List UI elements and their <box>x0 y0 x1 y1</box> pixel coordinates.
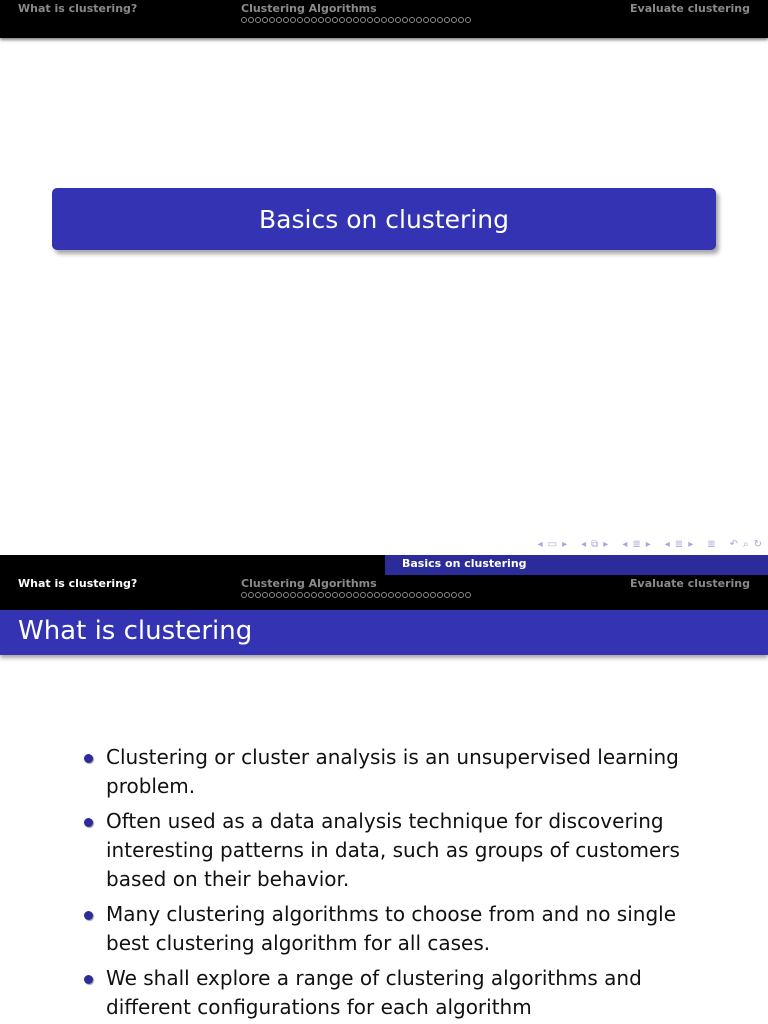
progress-dot[interactable] <box>332 592 338 598</box>
progress-dot[interactable] <box>262 17 268 23</box>
progress-dot[interactable] <box>395 592 401 598</box>
progress-dot[interactable] <box>367 17 373 23</box>
progress-dot[interactable] <box>423 17 429 23</box>
progress-dot[interactable] <box>374 592 380 598</box>
list-item <box>84 743 724 801</box>
progress-dot[interactable] <box>283 17 289 23</box>
progress-dot[interactable] <box>248 592 254 598</box>
frame-title-bar <box>0 610 768 655</box>
bullet-icon <box>84 975 93 984</box>
progress-dot[interactable] <box>332 17 338 23</box>
section-next-icon-2[interactable]: ▸ <box>688 538 694 550</box>
progress-dot[interactable] <box>297 17 303 23</box>
progress-dot[interactable] <box>290 17 296 23</box>
back-forward-icon[interactable]: ↶ <box>729 538 738 550</box>
bullet-text: Many clustering algorithms to choose from and no single best clustering algorithm for all cases. <box>106 902 677 955</box>
bullet-icon <box>84 818 93 827</box>
progress-dot[interactable] <box>311 17 317 23</box>
frame-next-icon[interactable]: ▸ <box>562 538 568 550</box>
progress-dot[interactable] <box>402 17 408 23</box>
progress-dot[interactable] <box>304 592 310 598</box>
list-item <box>84 807 724 894</box>
section-bar-label: Basics on clustering <box>402 557 527 570</box>
section-bar-left <box>0 555 385 575</box>
progress-dot[interactable] <box>381 592 387 598</box>
progress-dot[interactable] <box>423 592 429 598</box>
redo-icon[interactable]: ↻ <box>753 538 762 550</box>
progress-dot[interactable] <box>311 592 317 598</box>
progress-dot[interactable] <box>353 592 359 598</box>
progress-dot[interactable] <box>416 17 422 23</box>
progress-dot[interactable] <box>402 592 408 598</box>
section-icon[interactable]: ≣ <box>632 538 641 550</box>
progress-dot[interactable] <box>276 17 282 23</box>
progress-dot[interactable] <box>346 17 352 23</box>
progress-dot[interactable] <box>388 592 394 598</box>
progress-dot[interactable] <box>276 592 282 598</box>
section-icon-2[interactable]: ≣ <box>674 538 684 550</box>
progress-dot[interactable] <box>444 17 450 23</box>
frame-prev-icon[interactable]: ◂ <box>537 538 543 550</box>
progress-dot[interactable] <box>248 17 254 23</box>
navigation-symbols <box>538 537 762 551</box>
progress-dot[interactable] <box>374 17 380 23</box>
subsection-next-icon[interactable]: ▸ <box>603 538 609 550</box>
progress-dot[interactable] <box>381 17 387 23</box>
progress-dot[interactable] <box>416 592 422 598</box>
progress-dot[interactable] <box>346 592 352 598</box>
progress-dot[interactable] <box>409 592 415 598</box>
frame-title: What is clustering <box>18 616 253 646</box>
progress-dot[interactable] <box>318 592 324 598</box>
section-next-icon[interactable]: ▸ <box>645 538 651 550</box>
headline-nav <box>0 575 768 610</box>
progress-dots <box>241 592 471 598</box>
section-title: Basics on clustering <box>259 204 509 234</box>
section-title-box <box>52 188 716 250</box>
progress-dot[interactable] <box>297 592 303 598</box>
bullet-text: Clustering or cluster analysis is an unsupervised learning problem. <box>106 745 679 798</box>
bullet-list <box>84 743 724 1024</box>
search-icon[interactable]: ⌕ <box>743 538 749 550</box>
progress-dot[interactable] <box>367 592 373 598</box>
progress-dot[interactable] <box>269 592 275 598</box>
nav-evaluate-clustering[interactable]: Evaluate clustering <box>630 2 750 15</box>
progress-dot[interactable] <box>458 17 464 23</box>
progress-dot[interactable] <box>465 17 471 23</box>
progress-dot[interactable] <box>451 592 457 598</box>
list-item <box>84 900 724 958</box>
nav-clustering-algorithms[interactable]: Clustering Algorithms <box>241 2 377 15</box>
progress-dot[interactable] <box>269 17 275 23</box>
bullet-icon <box>84 754 93 763</box>
progress-dot[interactable] <box>262 592 268 598</box>
progress-dots <box>241 17 471 23</box>
bullet-icon <box>84 911 93 920</box>
progress-dot[interactable] <box>360 592 366 598</box>
progress-dot[interactable] <box>325 17 331 23</box>
progress-dot[interactable] <box>444 592 450 598</box>
progress-dot[interactable] <box>437 592 443 598</box>
nav-evaluate-clustering[interactable]: Evaluate clustering <box>630 577 750 590</box>
progress-dot[interactable] <box>241 592 247 598</box>
section-prev-icon[interactable]: ◂ <box>622 538 628 550</box>
progress-dot[interactable] <box>409 17 415 23</box>
progress-dot[interactable] <box>304 17 310 23</box>
progress-dot[interactable] <box>451 17 457 23</box>
appendix-icon[interactable]: ≣ <box>707 538 716 550</box>
frame-icon[interactable]: ▭ <box>547 538 558 550</box>
nav-what-is-clustering[interactable]: What is clustering? <box>18 577 138 590</box>
nav-what-is-clustering[interactable]: What is clustering? <box>18 2 138 15</box>
progress-dot[interactable] <box>430 17 436 23</box>
progress-dot[interactable] <box>458 592 464 598</box>
progress-dot[interactable] <box>360 17 366 23</box>
progress-dot[interactable] <box>388 17 394 23</box>
headline-nav <box>0 0 768 38</box>
progress-dot[interactable] <box>395 17 401 23</box>
subsection-icon[interactable]: ⧉ <box>591 538 599 550</box>
progress-dot[interactable] <box>353 17 359 23</box>
progress-dot[interactable] <box>430 592 436 598</box>
subsection-prev-icon[interactable]: ◂ <box>581 538 587 550</box>
progress-dot[interactable] <box>255 592 261 598</box>
progress-dot[interactable] <box>241 17 247 23</box>
section-bar <box>0 555 768 575</box>
section-prev-icon-2[interactable]: ◂ <box>664 538 670 550</box>
progress-dot[interactable] <box>339 17 345 23</box>
nav-clustering-algorithms[interactable]: Clustering Algorithms <box>241 577 377 590</box>
progress-dot[interactable] <box>318 17 324 23</box>
section-bar-current[interactable] <box>385 555 768 575</box>
progress-dot[interactable] <box>339 592 345 598</box>
slide-what-is-clustering <box>0 555 768 1024</box>
progress-dot[interactable] <box>283 592 289 598</box>
list-item <box>84 964 724 1022</box>
progress-dot[interactable] <box>437 17 443 23</box>
progress-dot[interactable] <box>325 592 331 598</box>
bullet-text: Often used as a data analysis technique for discovering interesting patterns in data, such as groups of customers based on their behavior. <box>106 809 680 891</box>
bullet-text: We shall explore a range of clustering algorithms and different configurations for each algorithm <box>106 966 642 1019</box>
progress-dot[interactable] <box>255 17 261 23</box>
progress-dot[interactable] <box>465 592 471 598</box>
progress-dot[interactable] <box>290 592 296 598</box>
